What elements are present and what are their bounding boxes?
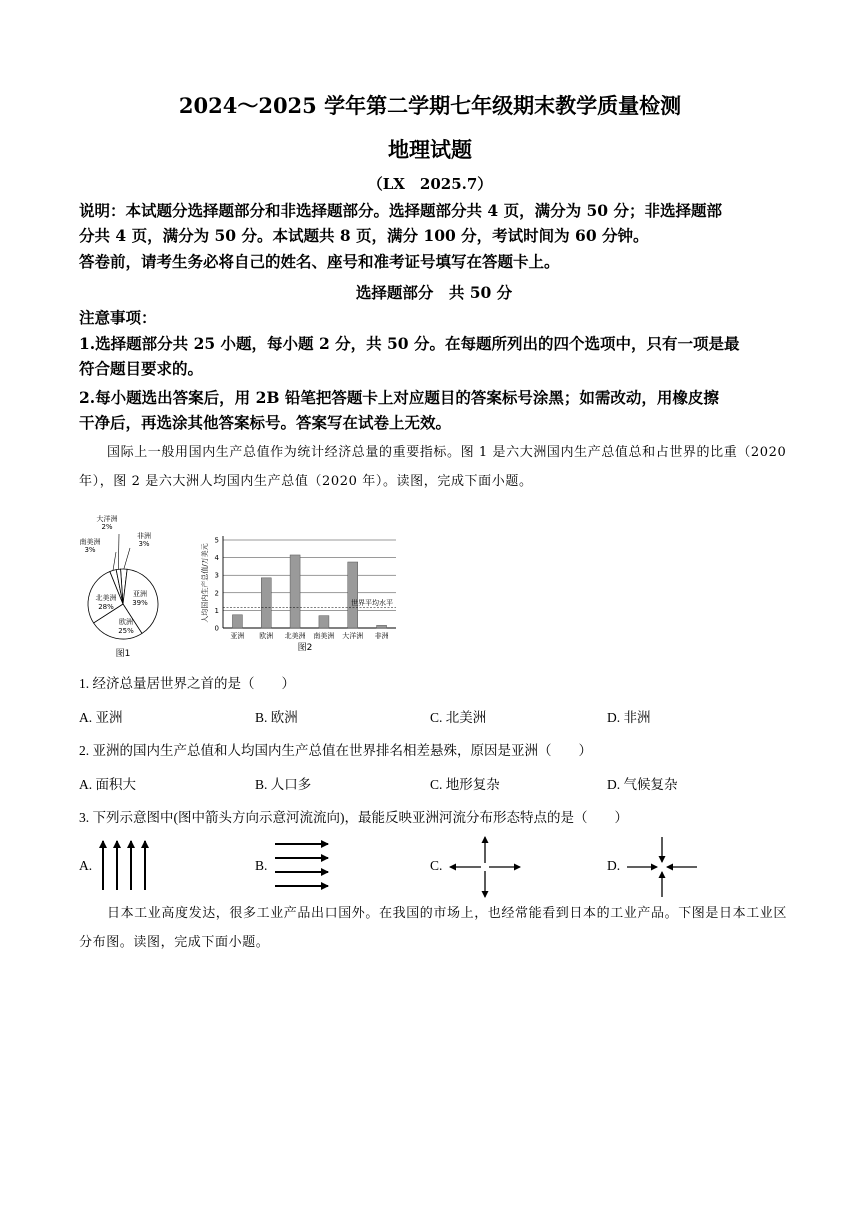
bar-gridlines bbox=[223, 536, 396, 628]
question-1-option-c[interactable]: C. 北美洲 bbox=[430, 710, 487, 725]
pie-leader-4 bbox=[118, 534, 119, 569]
section-heading: 选择题部分 共 50 分 bbox=[355, 283, 513, 302]
question-2-option-a[interactable]: A. 面积大 bbox=[79, 777, 136, 792]
y-tick-3: 3 bbox=[214, 571, 219, 580]
passage-2: 日本工业高度发达，很多工业产品出口国外。在我国的市场上，也经常能看到日本的工业产品。下图是日本工业区分布图。读图，完成下面小题。 bbox=[79, 906, 788, 950]
bar-4 bbox=[348, 562, 358, 628]
category-label-0: 亚洲 bbox=[230, 632, 245, 640]
note-2-line-1: 2.每小题选出答案后，用 2B 铅笔把答题卡上对应题目的答案标号涂黑；如需改动，用橡皮擦 bbox=[79, 388, 719, 407]
world-average-line bbox=[223, 598, 396, 608]
parallel-up-arrows-icon bbox=[98, 838, 150, 892]
bar-y-ticks bbox=[215, 537, 220, 633]
y-tick-5: 5 bbox=[214, 536, 219, 545]
pie-label-2: 北美洲 bbox=[95, 594, 117, 602]
bar-3 bbox=[319, 616, 329, 628]
bar-category-labels bbox=[230, 631, 388, 640]
question-3-option-b[interactable]: B. bbox=[255, 858, 268, 873]
pie-label-0: 亚洲 bbox=[133, 590, 147, 598]
question-2-option-b[interactable]: B. 人口多 bbox=[255, 777, 312, 792]
pie-leader-3 bbox=[113, 552, 116, 570]
instruction-line-3: 答卷前，请考生务必将自己的姓名、座号和准考证号填写在答题卡上。 bbox=[79, 252, 560, 271]
pie-label-5: 非洲 bbox=[137, 532, 151, 540]
question-1-option-b[interactable]: B. 欧洲 bbox=[255, 710, 298, 725]
question-3-option-c[interactable]: C. bbox=[430, 858, 443, 873]
question-3-option-a[interactable]: A. bbox=[79, 858, 93, 873]
pie-value-3: 3% bbox=[84, 546, 96, 554]
pie-value-5: 3% bbox=[138, 540, 150, 548]
parallel-right-arrows-icon bbox=[274, 840, 330, 890]
pie-label-3: 南美洲 bbox=[80, 538, 101, 546]
category-label-2: 北美洲 bbox=[284, 632, 306, 640]
category-label-3: 南美洲 bbox=[313, 632, 335, 640]
figure-1-pie-chart bbox=[80, 508, 180, 660]
question-2-stem: 2. 亚洲的国内生产总值和人均国内生产总值在世界排名相差悬殊，原因是亚洲（ ） bbox=[79, 743, 592, 758]
y-tick-2: 2 bbox=[214, 589, 219, 598]
pie-value-1: 25% bbox=[118, 627, 134, 635]
instruction-line-2: 分共 4 页，满分为 50 分。本试题共 8 页，满分 100 分，考试时间为 60 分钟。 bbox=[79, 226, 649, 245]
figure-1-title: 图1 bbox=[115, 649, 131, 659]
bar-5 bbox=[377, 625, 387, 628]
question-2-option-d[interactable]: D. 气候复杂 bbox=[607, 777, 678, 792]
instruction-line-1: 说明：本试题分选择题部分和非选择题部分。选择题部分共 4 页，满分为 50 分；非选择题部 bbox=[79, 201, 722, 220]
pie-value-0: 39% bbox=[132, 599, 148, 607]
figure-2-title: 图2 bbox=[297, 643, 313, 653]
exam-code: （LX 2025.7） bbox=[367, 175, 493, 193]
bar-2 bbox=[290, 555, 300, 628]
pie-label-1: 欧洲 bbox=[119, 618, 133, 626]
pie-value-4: 2% bbox=[101, 523, 113, 531]
bar-1 bbox=[261, 578, 271, 628]
question-3-stem: 3. 下列示意图中(图中箭头方向示意河流流向)，最能反映亚洲河流分布形态特点的是（ ） bbox=[79, 810, 628, 825]
question-1-option-a[interactable]: A. 亚洲 bbox=[79, 710, 123, 725]
bar-series bbox=[232, 555, 386, 628]
figure-2-bar-chart bbox=[198, 528, 398, 658]
reference-label: 世界平均水平 bbox=[351, 598, 393, 607]
category-label-5: 非洲 bbox=[374, 632, 389, 640]
note-1-line-1: 1.选择题部分共 25 小题，每小题 2 分，共 50 分。在每题所列出的四个选项中，只有一项是最 bbox=[79, 334, 740, 353]
question-2-option-c[interactable]: C. 地形复杂 bbox=[430, 777, 500, 792]
pie-value-2: 28% bbox=[98, 603, 114, 611]
exam-subject: 地理试题 bbox=[388, 137, 472, 162]
pie-label-4: 大洋洲 bbox=[96, 515, 118, 523]
passage-1: 国际上一般用国内生产总值作为统计经济总量的重要指标。图 1 是六大洲国内生产总值总和占世界的比重（2020 年），图 2 是六大洲人均国内生产总值（2020 年）。读图，完成下面小题。 bbox=[79, 445, 787, 489]
category-label-4: 大洋洲 bbox=[342, 632, 364, 640]
note-2-line-2: 干净后，再选涂其他答案标号。答案写在试卷上无效。 bbox=[79, 413, 452, 432]
question-1-option-d[interactable]: D. 非洲 bbox=[607, 710, 651, 725]
note-1-line-2: 符合题目要求的。 bbox=[79, 359, 204, 378]
centripetal-inward-arrows-icon bbox=[626, 836, 698, 898]
y-tick-1: 1 bbox=[214, 606, 219, 615]
pie-leader-5 bbox=[124, 548, 130, 569]
y-tick-4: 4 bbox=[214, 554, 219, 563]
figure-2-y-axis-label: 人均国内生产总值/万美元 bbox=[201, 543, 209, 623]
exam-title: 2024～2025 学年第二学期七年级期末教学质量检测 bbox=[178, 93, 682, 118]
question-3-option-d[interactable]: D. bbox=[607, 858, 621, 873]
radial-outward-arrows-icon bbox=[449, 836, 521, 898]
y-tick-0: 0 bbox=[214, 624, 219, 633]
category-label-1: 欧洲 bbox=[259, 632, 274, 640]
notes-title: 注意事项： bbox=[79, 308, 157, 327]
bar-0 bbox=[232, 615, 242, 628]
question-1-stem: 1. 经济总量居世界之首的是（ ） bbox=[79, 676, 295, 691]
